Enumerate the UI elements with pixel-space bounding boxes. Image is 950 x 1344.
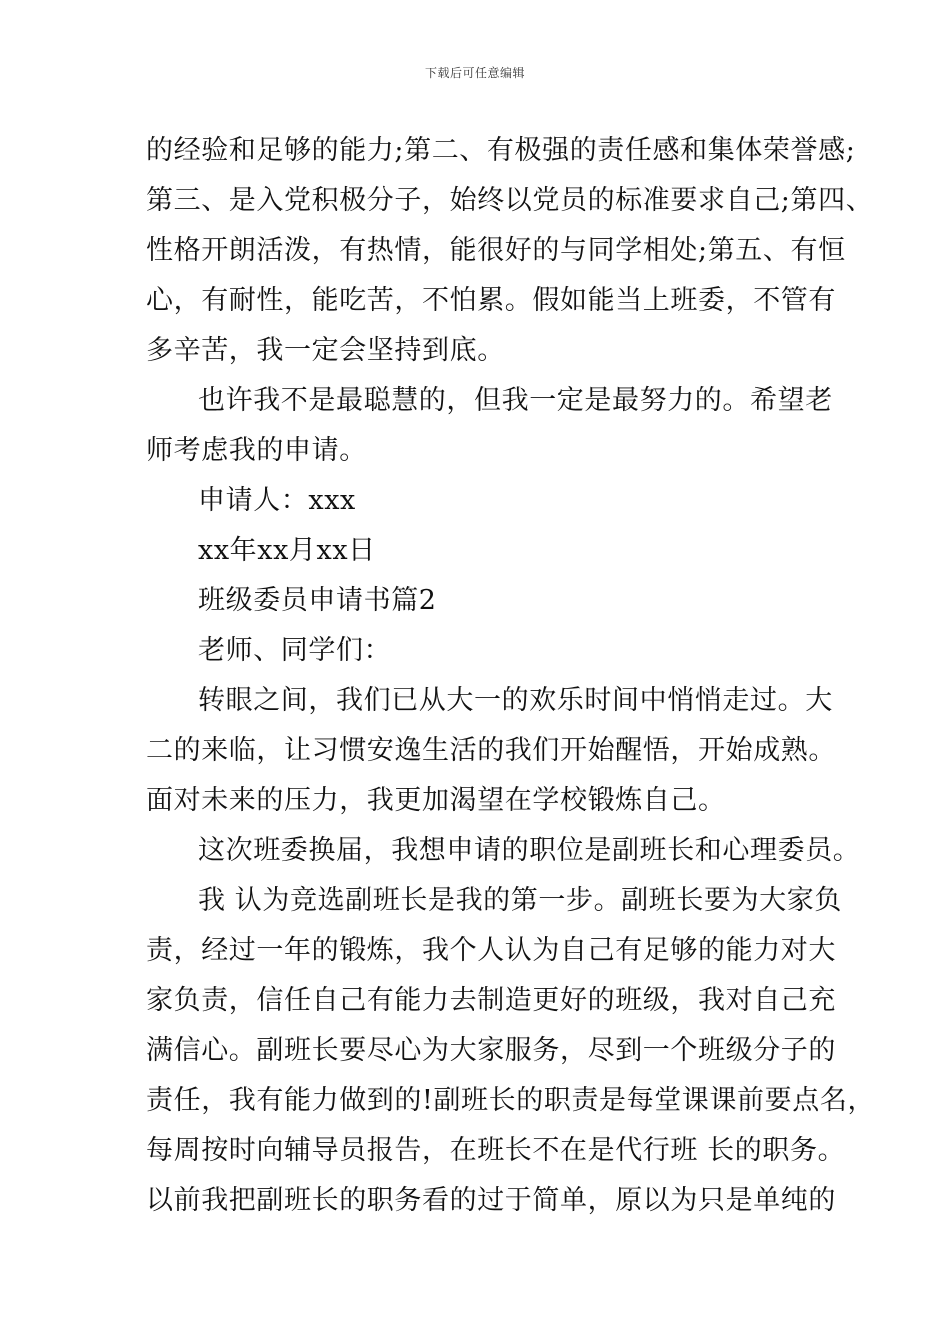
text-line: 多辛苦，我一定会坚持到底。 (146, 335, 505, 366)
text-line: 以前我把副班长的职务看的过于简单，原以为只是单纯的 (146, 1185, 836, 1216)
text-line: 二的来临，让习惯安逸生活的我们开始醒悟，开始成熟。 (146, 735, 836, 766)
text-line: 也许我不是最聪慧的，但我一定是最努力的。希望老 (198, 385, 833, 416)
text-line: 心，有耐性，能吃苦，不怕累。假如能当上班委，不管有 (146, 285, 836, 316)
applicant-line: 申请人：xxx (198, 485, 356, 516)
date-line: xx年xx月xx日 (198, 535, 376, 566)
text-line: 责任，我有能力做到的!副班长的职责是每堂课课前要点名， (146, 1085, 876, 1116)
text-line: 家负责，信任自己有能力去制造更好的班级，我对自己充 (146, 985, 836, 1016)
section-title: 班级委员申请书篇2 (198, 585, 437, 616)
text-line: 转眼之间，我们已从大一的欢乐时间中悄悄走过。大 (198, 685, 833, 716)
page-header: 下载后可任意编辑 (424, 66, 525, 80)
text-line: 师考虑我的申请。 (146, 435, 367, 466)
document-body (146, 126, 876, 1226)
text-line: 满信心。副班长要尽心为大家服务，尽到一个班级分子的 (146, 1035, 836, 1066)
text-line: 每周按时向辅导员报告，在班长不在是代行班 长的职务。 (146, 1135, 846, 1166)
text-line: 这次班委换届，我想申请的职位是副班长和心理委员。 (198, 835, 861, 866)
text-line: 性格开朗活泼，有热情，能很好的与同学相处;第五、有恒 (146, 235, 846, 266)
text-line: 我 认为竞选副班长是我的第一步。副班长要为大家负 (198, 885, 842, 916)
text-line: 第三、是入党积极分子，始终以党员的标准要求自己;第四、 (146, 185, 874, 216)
text-line: 责，经过一年的锻炼，我个人认为自己有足够的能力对大 (146, 935, 836, 966)
text-line: 面对未来的压力，我更加渴望在学校锻炼自己。 (146, 785, 726, 816)
salutation: 老师、同学们： (198, 635, 392, 666)
text-line: 的经验和足够的能力;第二、有极强的责任感和集体荣誉感; (146, 135, 856, 166)
